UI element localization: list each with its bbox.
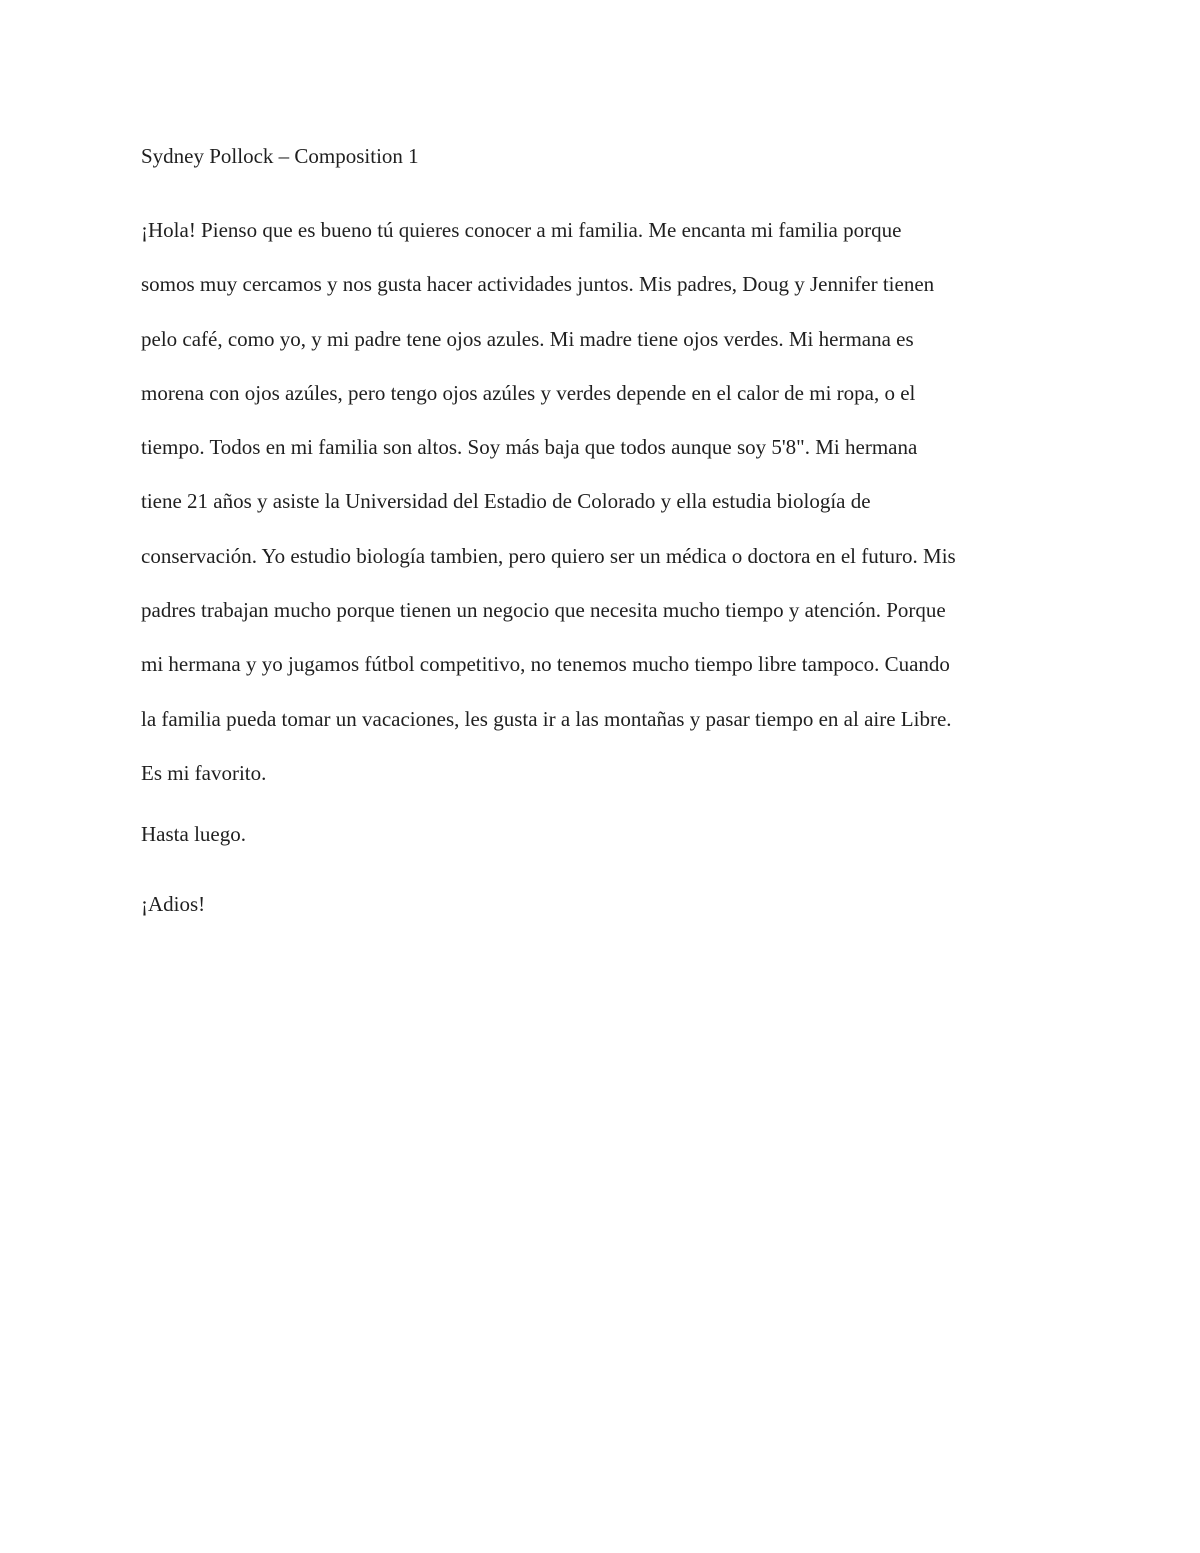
sign-off: ¡Adios! <box>141 892 206 917</box>
body-line: la familia pueda tomar un vacaciones, les gusta ir a las montañas y pasar tiempo en al aire Libre. <box>141 706 952 731</box>
body-line: Es mi favorito. <box>141 760 267 785</box>
body-line: pelo café, como yo, y mi padre tene ojos azules. Mi madre tiene ojos verdes. Mi hermana es <box>141 326 914 351</box>
body-line: conservación. Yo estudio biología tambien, pero quiero ser un médica o doctora en el futuro. Mis <box>141 543 956 568</box>
document-title: Sydney Pollock – Composition 1 <box>141 144 419 168</box>
body-paragraph <box>141 203 1059 800</box>
body-line: tiene 21 años y asiste la Universidad del Estadio de Colorado y ella estudia biología de <box>141 489 871 514</box>
document-content <box>141 140 1059 920</box>
body-line: ¡Hola! Pienso que es bueno tú quieres conocer a mi familia. Me encanta mi familia porque <box>141 218 902 242</box>
body-line: morena con ojos azúles, pero tengo ojos azúles y verdes depende en el calor de mi ropa, o el <box>141 380 916 405</box>
closing-line: Hasta luego. <box>141 822 246 847</box>
body-line: padres trabajan mucho porque tienen un negocio que necesita mucho tiempo y atención. Porque <box>141 598 946 623</box>
body-line: somos muy cercamos y nos gusta hacer actividades juntos. Mis padres, Doug y Jennifer tienen <box>141 272 935 297</box>
body-line: tiempo. Todos en mi familia son altos. Soy más baja que todos aunque soy 5'8". Mi hermana <box>141 435 918 460</box>
body-line: mi hermana y yo jugamos fútbol competitivo, no tenemos mucho tiempo libre tampoco. Cuando <box>141 652 950 677</box>
